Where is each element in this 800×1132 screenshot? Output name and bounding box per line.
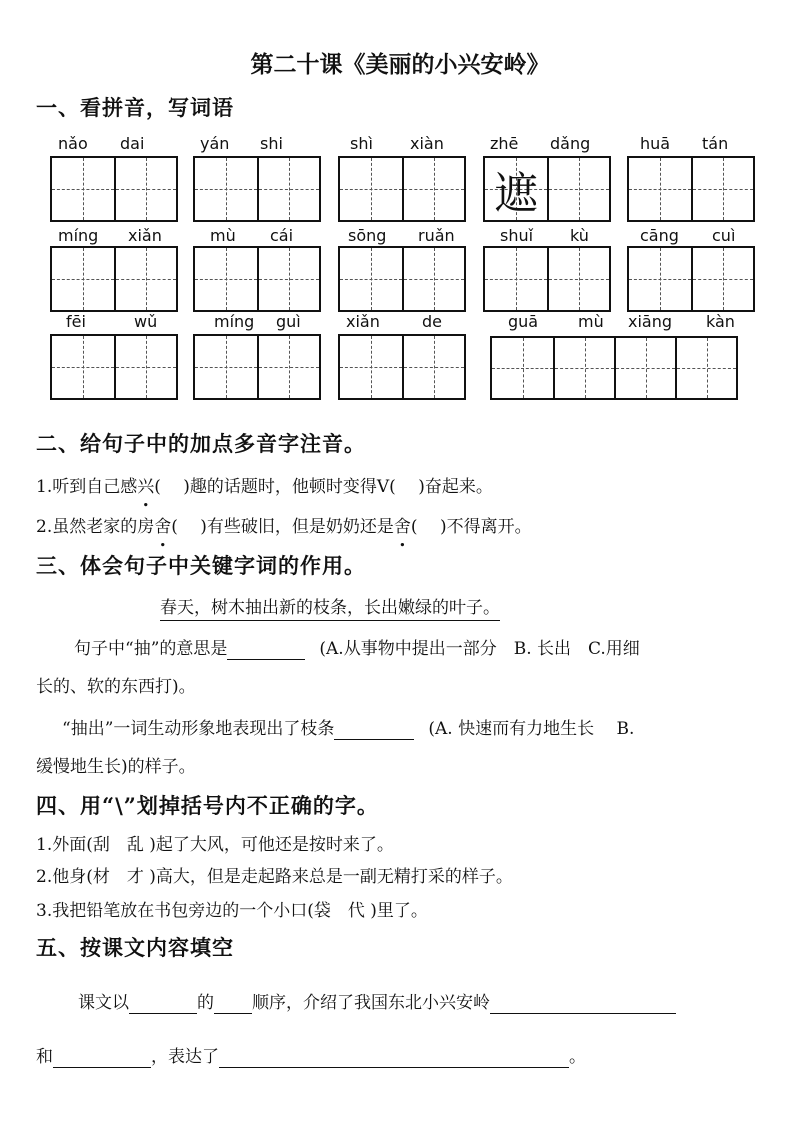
- question-3-1: [74, 634, 640, 660]
- pinyin: guā: [508, 312, 539, 331]
- text: ( )趣的话题时，他顿时变得: [154, 477, 377, 497]
- key-sentence: 春天，树木抽出新的枝条，长出嫩绿的叶子。: [160, 593, 500, 621]
- question-5-line-1: [78, 988, 676, 1014]
- char-cell[interactable]: [195, 336, 257, 398]
- pinyin: nǎo: [58, 134, 88, 153]
- char-cell[interactable]: [52, 158, 114, 220]
- pinyin: shi: [260, 134, 283, 153]
- text: (A. 快速而有力地生长 B.: [428, 719, 635, 739]
- text: ( )不得离开。: [410, 517, 532, 537]
- char-cell[interactable]: [257, 158, 319, 220]
- section-2-heading: 二、给句子中的加点多音字注音。: [36, 431, 366, 456]
- dotted-char: 舍: [393, 517, 411, 537]
- text: 2.虽然老家的房: [36, 517, 155, 537]
- pinyin: xiǎn: [128, 226, 162, 245]
- char-cell[interactable]: [485, 158, 547, 220]
- text: (A.从事物中提出一部分 B. 长出 C.用细: [319, 639, 640, 659]
- writing-grid[interactable]: [50, 246, 178, 312]
- pinyin: sōng: [348, 226, 387, 245]
- pinyin: xiāng: [628, 312, 673, 331]
- char-cell[interactable]: [402, 248, 464, 310]
- writing-grid[interactable]: [483, 246, 611, 312]
- pinyin: zhē: [490, 134, 519, 153]
- char-cell[interactable]: [629, 158, 691, 220]
- pinyin: mù: [210, 226, 236, 245]
- page-title: 第二十课《美丽的小兴安岭》: [250, 51, 550, 78]
- char-cell[interactable]: [257, 248, 319, 310]
- question-5-line-2: [36, 1042, 586, 1068]
- char-cell[interactable]: [614, 338, 675, 398]
- question-3-1-cont: 长的、软的东西打)。: [36, 677, 196, 697]
- answer-blank[interactable]: [227, 639, 305, 660]
- pinyin: ruǎn: [418, 226, 455, 245]
- question-4-3: 3.我把铅笔放在书包旁边的一个小口(袋 代 )里了。: [36, 901, 428, 921]
- example-character: 遮: [494, 168, 538, 219]
- writing-grid[interactable]: [50, 334, 178, 400]
- char-cell[interactable]: [547, 158, 609, 220]
- pinyin: guì: [276, 312, 301, 331]
- pinyin: wǔ: [134, 312, 158, 331]
- text: 和: [36, 1047, 53, 1067]
- writing-grid[interactable]: [627, 246, 755, 312]
- dotted-char: 兴: [137, 477, 155, 497]
- pinyin: huā: [640, 134, 671, 153]
- question-4-1: 1.外面(刮 乱 )起了大风，可他还是按时来了。: [36, 835, 394, 855]
- question-2-2: [36, 512, 532, 537]
- dotted-char: 舍: [154, 517, 172, 537]
- char-cell[interactable]: [629, 248, 691, 310]
- section-1-heading: 一、看拼音，写词语: [36, 95, 234, 120]
- text: ( )有些破旧，但是奶奶还是: [171, 517, 394, 537]
- answer-blank[interactable]: [129, 993, 197, 1014]
- answer-blank[interactable]: [214, 993, 252, 1014]
- answer-blank[interactable]: [53, 1047, 151, 1068]
- pinyin: xiǎn: [346, 312, 380, 331]
- answer-blank[interactable]: [334, 719, 414, 740]
- text: “抽出”一词生动形象地表现出了枝条: [62, 719, 335, 739]
- question-3-2: [62, 714, 634, 740]
- char-cell[interactable]: [691, 158, 753, 220]
- pinyin: kù: [570, 226, 589, 245]
- writing-grid[interactable]: [193, 334, 321, 400]
- pinyin: tán: [702, 134, 729, 153]
- char-cell[interactable]: [114, 248, 176, 310]
- answer-blank[interactable]: [219, 1047, 569, 1068]
- char-cell[interactable]: [402, 336, 464, 398]
- writing-grid[interactable]: [627, 156, 755, 222]
- text: 顺序，介绍了我国东北小兴安岭: [252, 993, 490, 1013]
- char-cell[interactable]: [492, 338, 553, 398]
- char-cell[interactable]: [691, 248, 753, 310]
- writing-grid[interactable]: [193, 246, 321, 312]
- writing-grid[interactable]: [483, 156, 611, 222]
- char-cell[interactable]: [547, 248, 609, 310]
- pinyin: yán: [200, 134, 230, 153]
- text: 的: [197, 993, 214, 1013]
- char-cell[interactable]: [553, 338, 614, 398]
- pinyin: dai: [120, 134, 145, 153]
- char-cell[interactable]: [257, 336, 319, 398]
- char-cell[interactable]: [114, 336, 176, 398]
- pinyin: míng: [58, 226, 99, 245]
- pinyin: míng: [214, 312, 255, 331]
- pinyin: kàn: [706, 312, 735, 331]
- writing-grid[interactable]: [193, 156, 321, 222]
- writing-grid-four[interactable]: [490, 336, 738, 400]
- pinyin: mù: [578, 312, 604, 331]
- writing-grid[interactable]: [50, 156, 178, 222]
- char-cell[interactable]: [340, 158, 402, 220]
- char-cell[interactable]: [52, 336, 114, 398]
- pinyin: shì: [350, 134, 373, 153]
- char-cell[interactable]: [195, 158, 257, 220]
- pinyin: cái: [270, 226, 294, 245]
- char-cell[interactable]: [340, 248, 402, 310]
- char-cell[interactable]: [52, 248, 114, 310]
- text: 1.听到自己感: [36, 477, 138, 497]
- pinyin: cāng: [640, 226, 679, 245]
- pinyin: dǎng: [550, 134, 591, 153]
- section-3-heading: 三、体会句子中关键字词的作用。: [36, 553, 366, 578]
- text: 。: [569, 1047, 586, 1067]
- question-4-2: 2.他身(材 才 )高大，但是走起路来总是一副无精打采的样子。: [36, 867, 513, 887]
- text: 课文以: [78, 993, 129, 1013]
- writing-grid[interactable]: [338, 156, 466, 222]
- char-cell[interactable]: [675, 338, 736, 398]
- writing-grid[interactable]: [338, 334, 466, 400]
- text: 句子中“抽”的意思是: [74, 639, 228, 659]
- text: ，表达了: [151, 1047, 219, 1067]
- writing-grid[interactable]: [338, 246, 466, 312]
- char-cell[interactable]: [402, 158, 464, 220]
- char-cell[interactable]: [485, 248, 547, 310]
- answer-blank[interactable]: [490, 993, 676, 1014]
- question-3-2-cont: 缓慢地生长)的样子。: [36, 757, 196, 777]
- question-2-1: [36, 472, 493, 497]
- section-5-heading: 五、按课文内容填空: [36, 935, 234, 960]
- pinyin: cuì: [712, 226, 736, 245]
- pinyin: de: [422, 312, 442, 331]
- pinyin: shuǐ: [500, 226, 534, 245]
- text: V( )奋起来。: [376, 477, 493, 497]
- char-cell[interactable]: [114, 158, 176, 220]
- section-4-heading: 四、用“\”划掉括号内不正确的字。: [36, 793, 379, 818]
- pinyin: fēi: [66, 312, 86, 331]
- char-cell[interactable]: [340, 336, 402, 398]
- char-cell[interactable]: [195, 248, 257, 310]
- pinyin: xiàn: [410, 134, 444, 153]
